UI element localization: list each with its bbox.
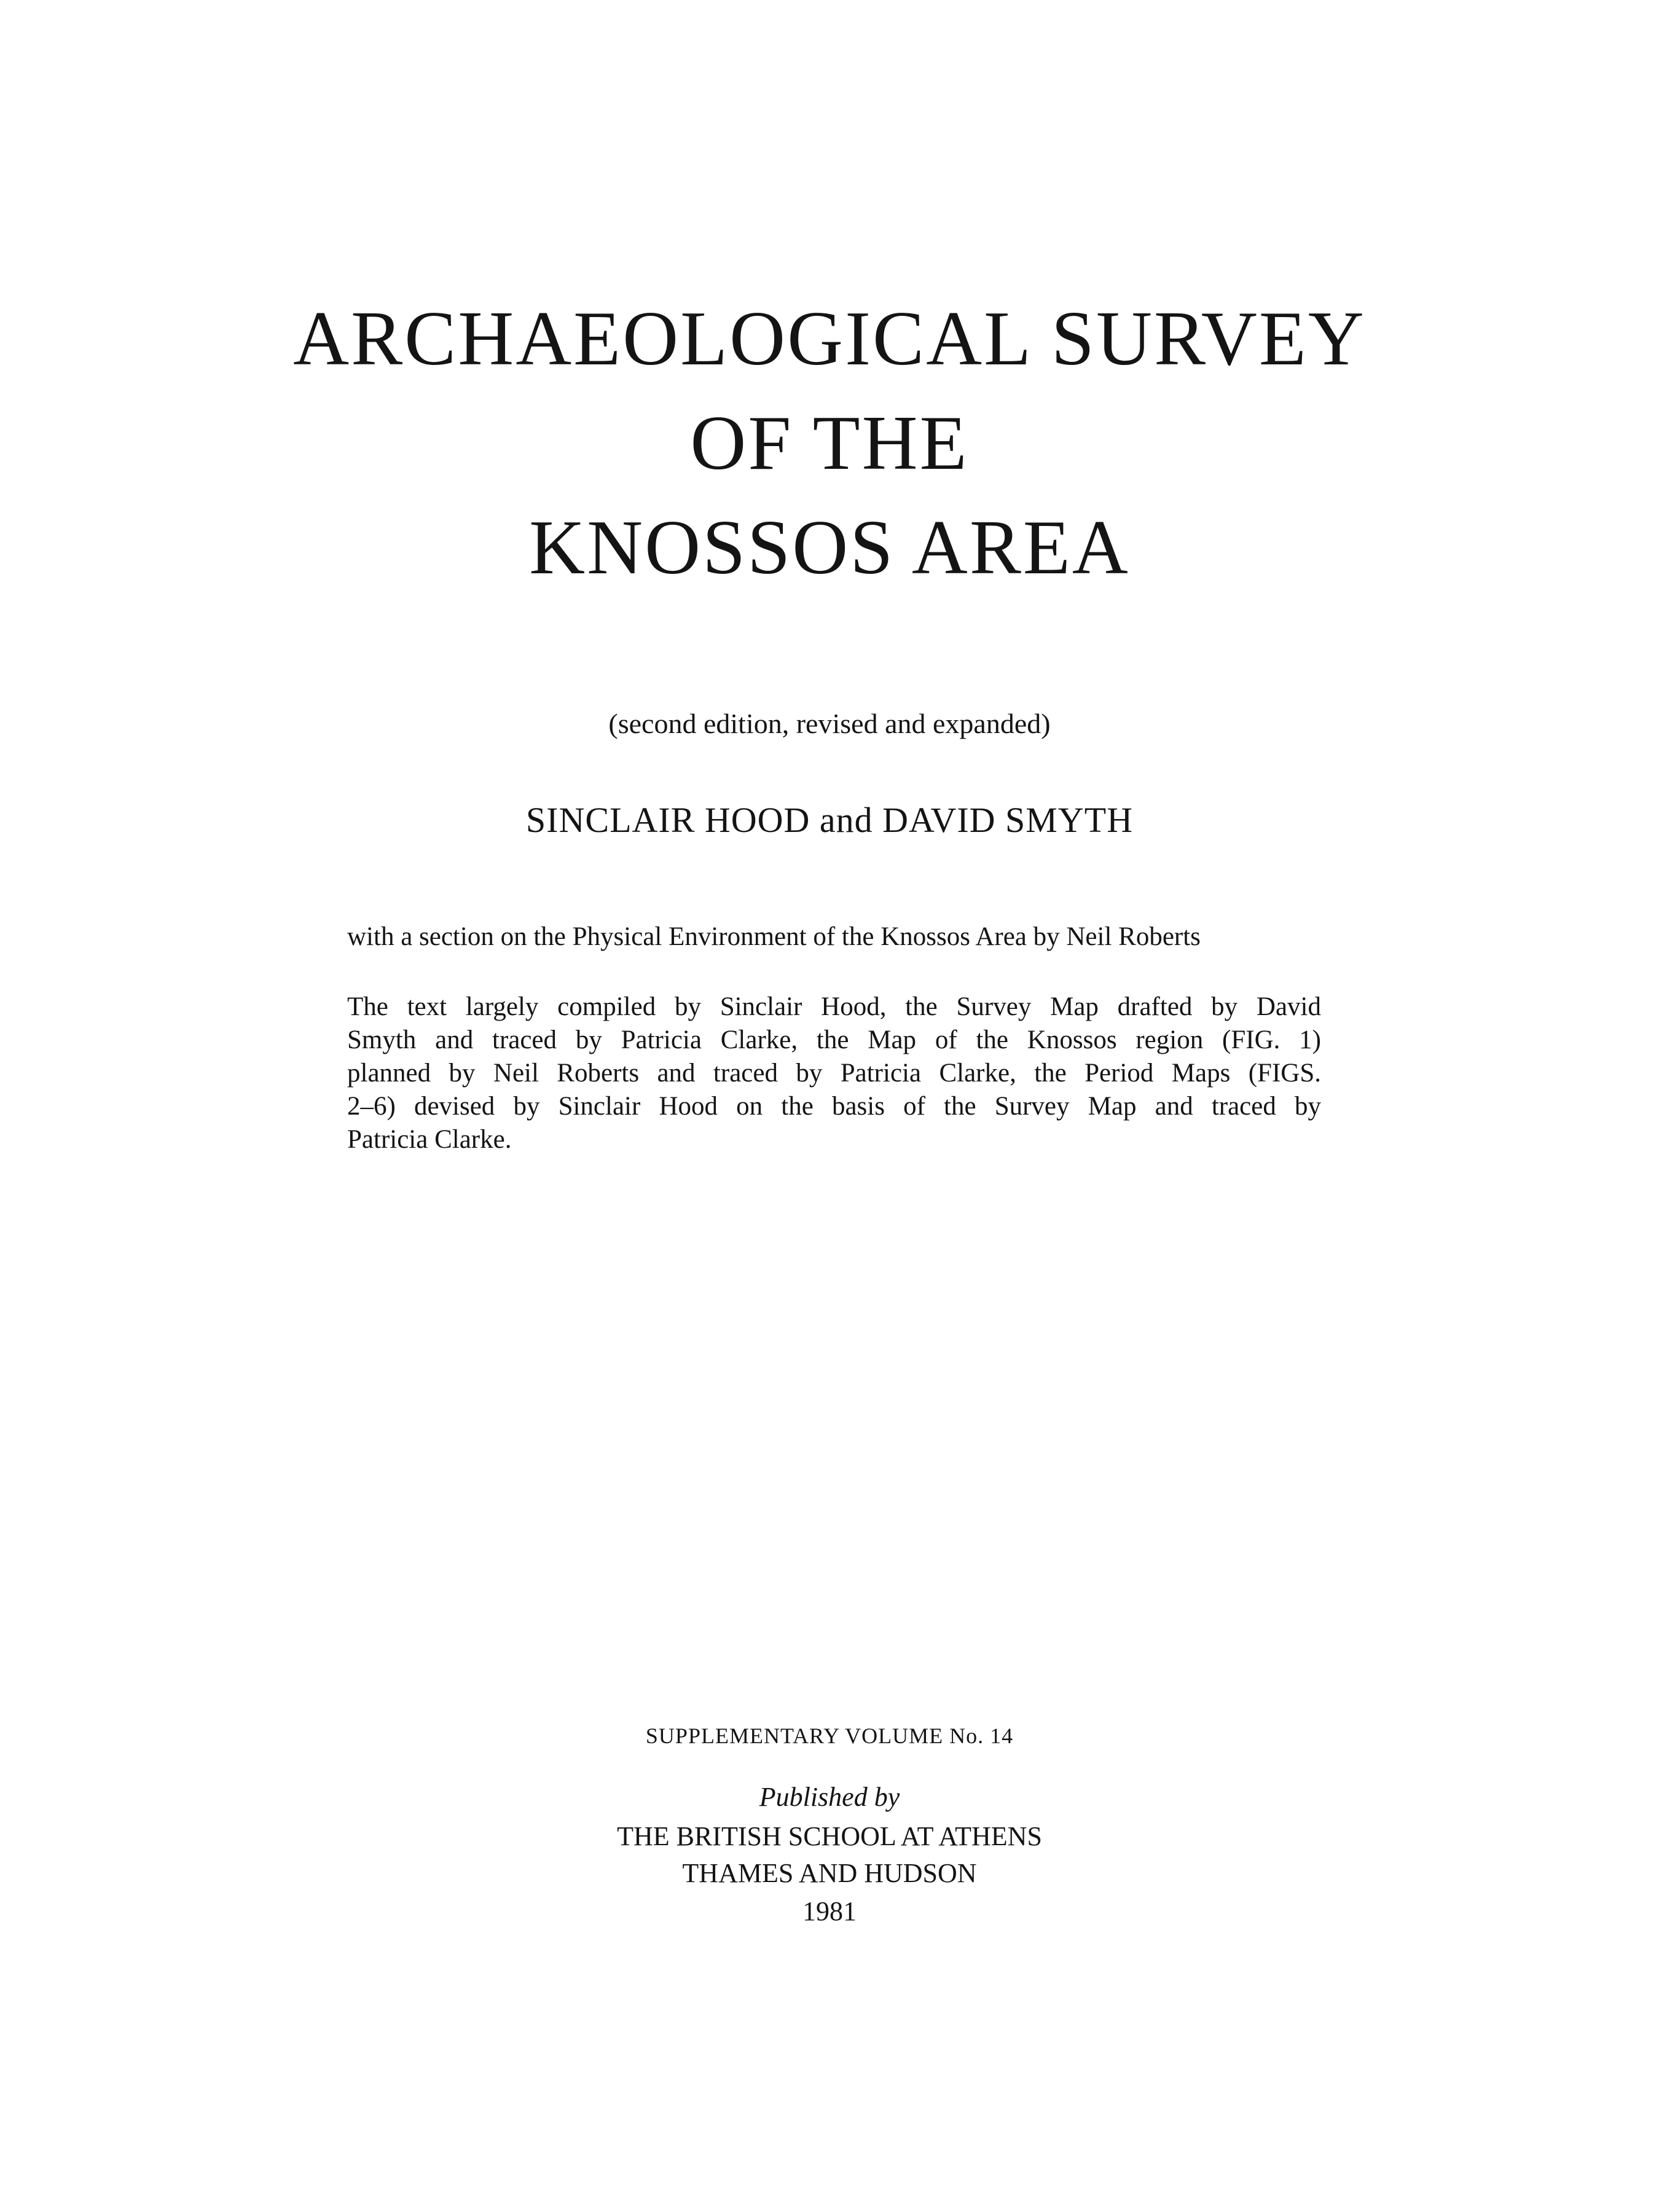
credits-line: Smyth and traced by Patricia Clarke, the Map of the Knossos region (FIG. 1) [347,1026,1321,1054]
credits-line: planned by Neil Roberts and traced by Patricia Clarke, the Period Maps (FIGS. [347,1059,1321,1088]
contribution-note: with a section on the Physical Environment of the Knossos Area by Neil Roberts [347,922,1201,951]
title-line-1: ARCHAEOLOGICAL SURVEY [293,296,1366,382]
publisher-line-2: THAMES AND HUDSON [682,1858,977,1888]
edition-note: (second edition, revised and expanded) [608,708,1051,739]
published-by: Published by [759,1782,900,1812]
publisher-line-1: THE BRITISH SCHOOL AT ATHENS [617,1821,1042,1851]
credits-paragraph [347,990,1321,1156]
credits-line: Patricia Clarke. [347,1125,512,1154]
publication-year: 1981 [802,1896,857,1926]
credits-line: 2–6) devised by Sinclair Hood on the basis of the Survey Map and traced by [347,1092,1321,1121]
authors: SINCLAIR HOOD and DAVID SMYTH [525,800,1134,840]
title-line-2: OF THE [690,401,969,486]
title-line-3: KNOSSOS AREA [529,505,1130,590]
credits-line: The text largely compiled by Sinclair Hood, the Survey Map drafted by David [347,992,1321,1021]
series-volume: SUPPLEMENTARY VOLUME No. 14 [645,1724,1014,1748]
